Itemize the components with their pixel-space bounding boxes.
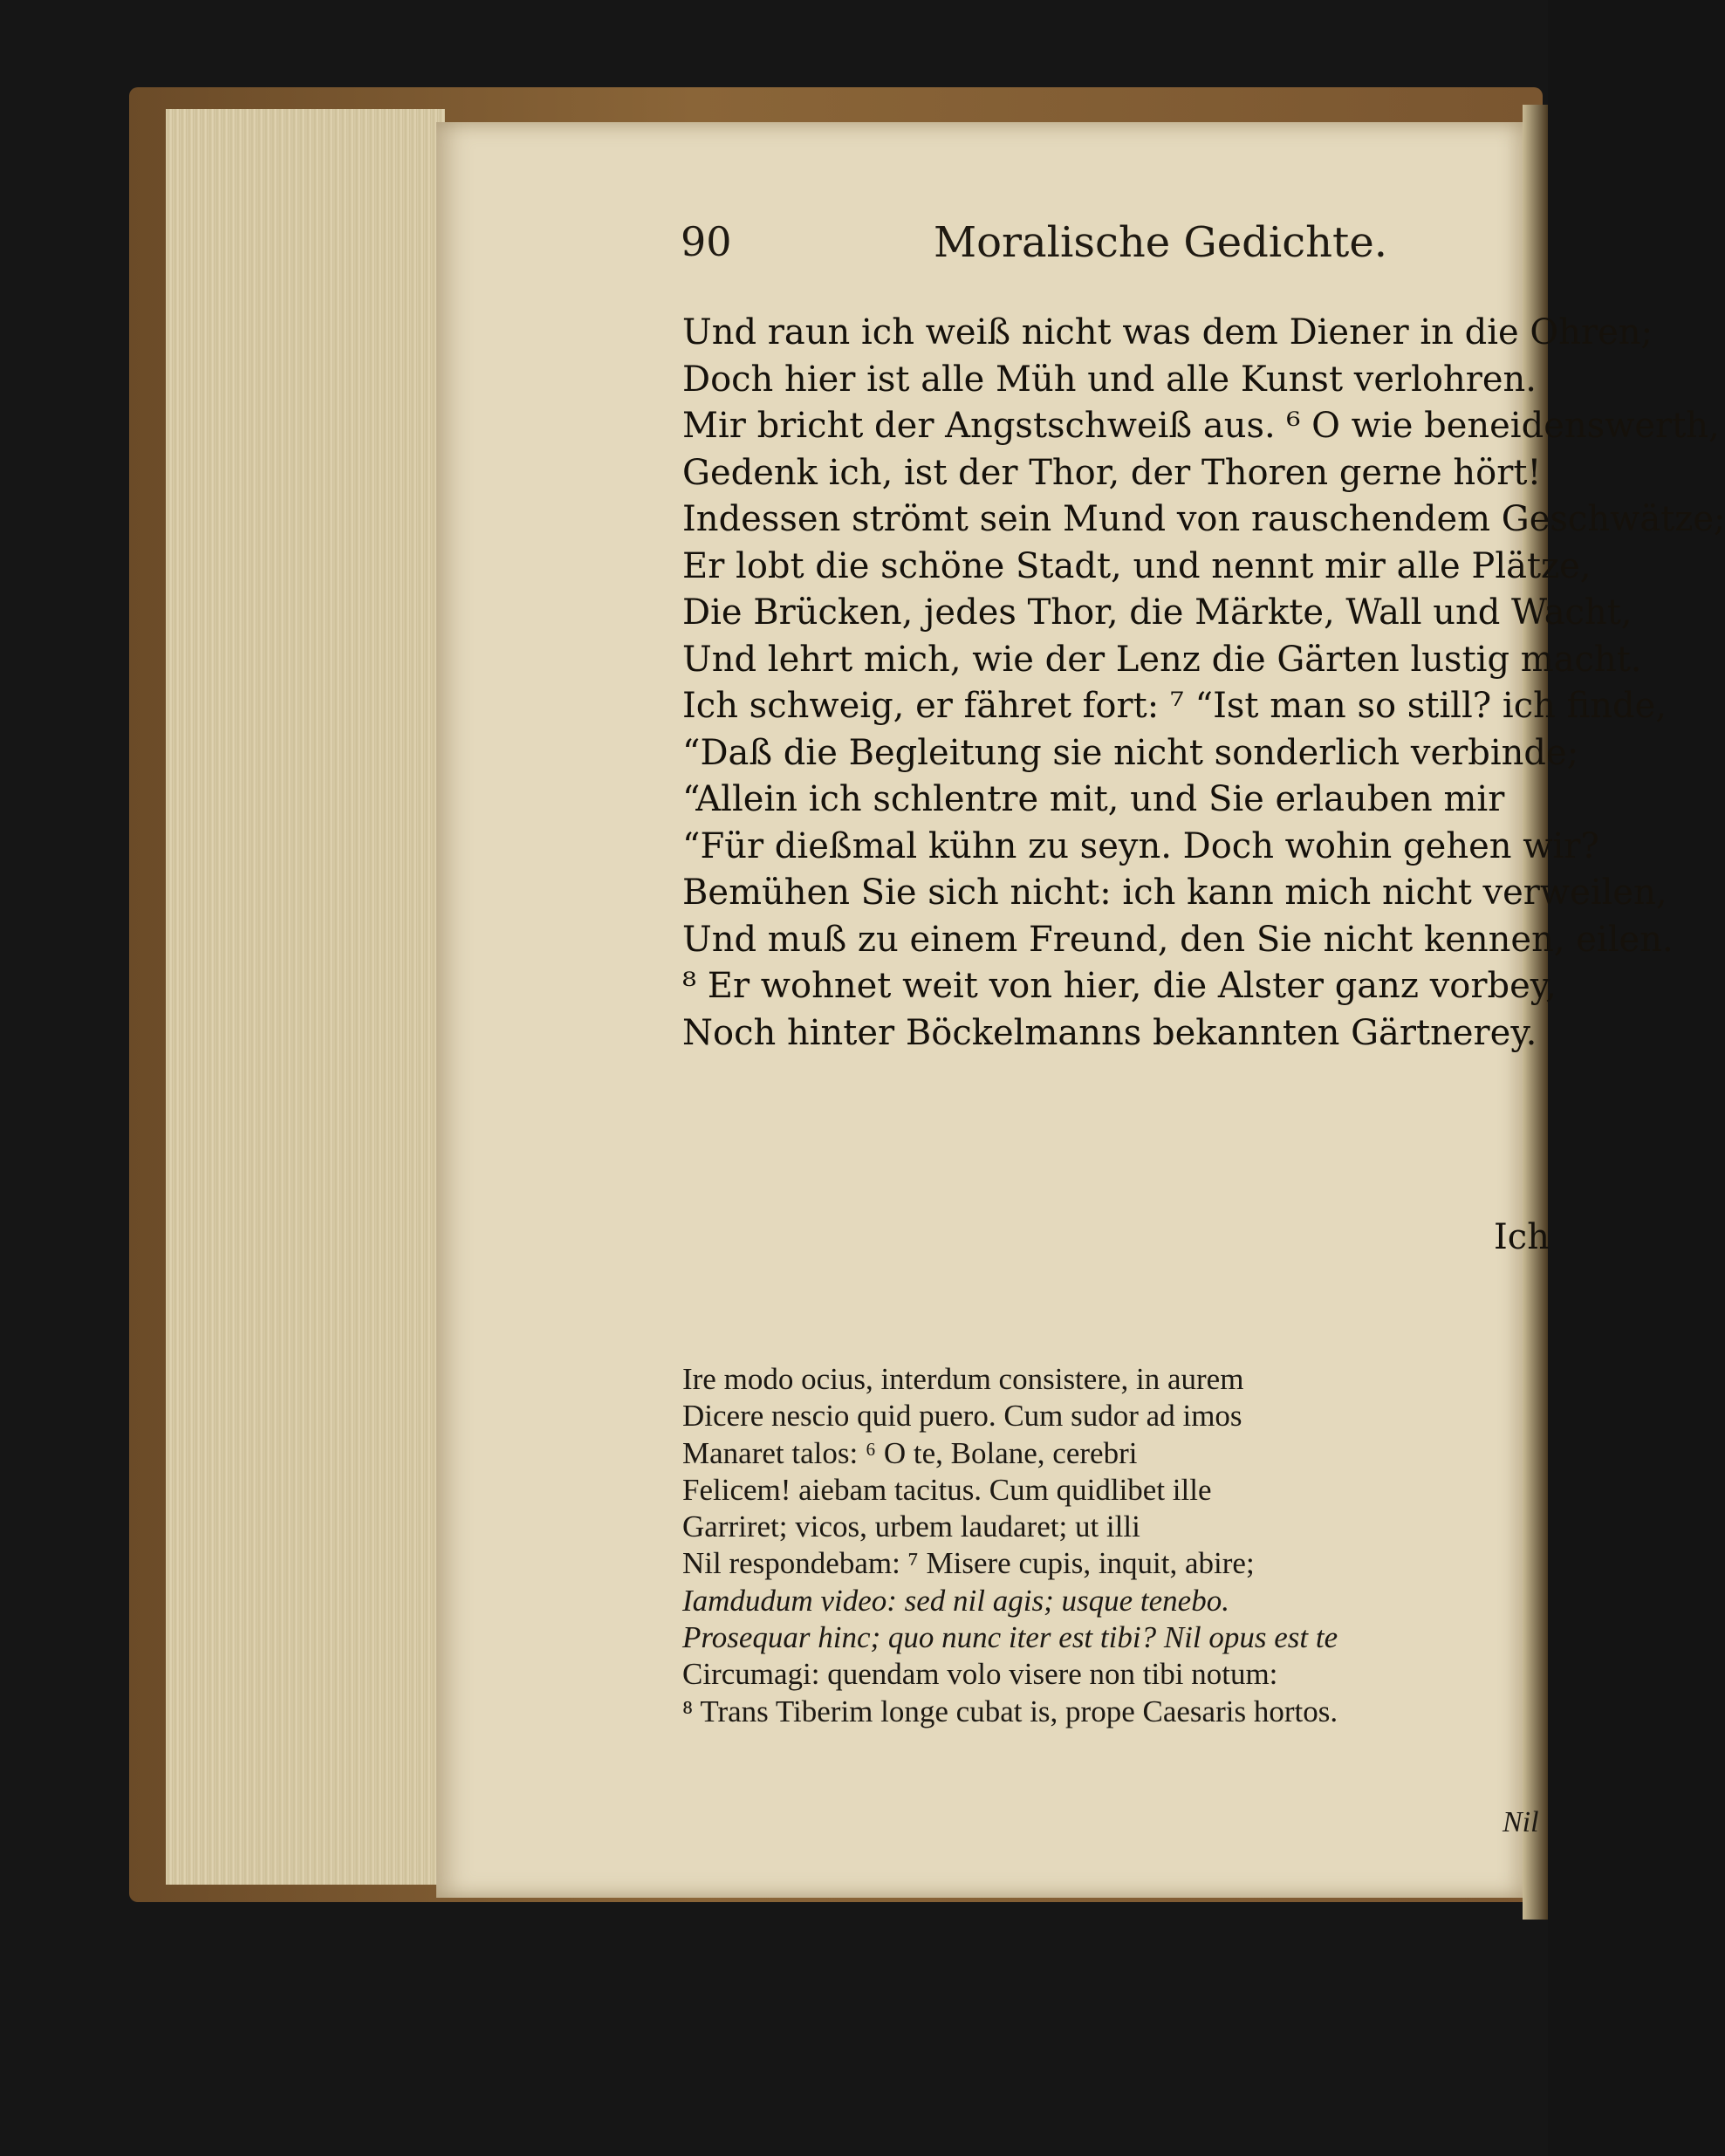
verse-line: Und raun ich weiß nicht was dem Diener in die Ohren; xyxy=(682,312,1653,352)
catchword: Ich xyxy=(1494,1217,1550,1257)
latin-line: ⁸ Trans Tiberim longe cubat is, prope Caesaris hortos. xyxy=(682,1694,1338,1728)
verse-line: Bemühen Sie sich nicht: ich kann mich nicht verweilen, xyxy=(682,873,1667,913)
verse-line: Indessen strömt sein Mund von rauschendem Geschwätze; xyxy=(682,499,1725,539)
page-header xyxy=(681,218,1509,279)
latin-line: Iamdudum video: sed nil agis; usque tenebo. xyxy=(682,1583,1229,1618)
verse-line: Und lehrt mich, wie der Lenz die Gärten lustig macht. xyxy=(682,639,1642,680)
latin-line: Nil respondebam: ⁷ Misere cupis, inquit, abire; xyxy=(682,1546,1255,1581)
verse-line: Noch hinter Böckelmanns bekannten Gärtnerey. xyxy=(682,1012,1537,1053)
german-verse xyxy=(682,310,1725,1057)
running-title: Moralische Gedichte. xyxy=(934,218,1387,267)
verse-line: Gedenk ich, ist der Thor, der Thoren gerne hört! xyxy=(682,452,1542,493)
verse-line: ⁸ Er wohnet weit von hier, die Alster ganz vorbey, xyxy=(682,966,1557,1006)
verse-line: Die Brücken, jedes Thor, die Märkte, Wall und Wacht, xyxy=(682,592,1633,633)
verse-line: Er lobt die schöne Stadt, und nennt mir alle Plätze, xyxy=(682,545,1592,586)
latin-line: Circumagi: quendam volo visere non tibi notum: xyxy=(682,1657,1278,1692)
latin-line: Manaret talos: ⁶ O te, Bolane, cerebri xyxy=(682,1435,1138,1470)
latin-line: Prosequar hinc; quo nunc iter est tibi? Nil opus est te xyxy=(682,1620,1338,1655)
latin-line: Dicere nescio quid puero. Cum sudor ad imos xyxy=(682,1399,1242,1434)
verse-line: Doch hier ist alle Müh und alle Kunst verlohren. xyxy=(682,359,1537,400)
latin-line: Felicem! aiebam tacitus. Cum quidlibet ille xyxy=(682,1472,1212,1507)
verse-line: Ich schweig, er fähret fort: ⁷ “Ist man so still? ich finde, xyxy=(682,686,1667,726)
verse-line: “Daß die Begleitung sie nicht sonderlich verbinde; xyxy=(682,732,1579,773)
latin-catchword: Nil xyxy=(1503,1806,1539,1838)
verse-line: “Für dießmal kühn zu seyn. Doch wohin gehen wir? xyxy=(682,825,1599,866)
verse-line: Mir bricht der Angstschweiß aus. ⁶ O wie beneidenswerth, xyxy=(682,406,1720,446)
page-edges xyxy=(166,109,445,1885)
latin-verse xyxy=(682,1361,1537,1730)
page-number: 90 xyxy=(681,218,732,265)
latin-line: Ire modo ocius, interdum consistere, in aurem xyxy=(682,1362,1244,1396)
latin-line: Garriret; vicos, urbem laudaret; ut illi xyxy=(682,1509,1140,1544)
verse-line: “Allein ich schlentre mit, und Sie erlauben mir xyxy=(682,779,1505,819)
verse-line: Und muß zu einem Freund, den Sie nicht kennen, eilen. xyxy=(682,919,1674,960)
